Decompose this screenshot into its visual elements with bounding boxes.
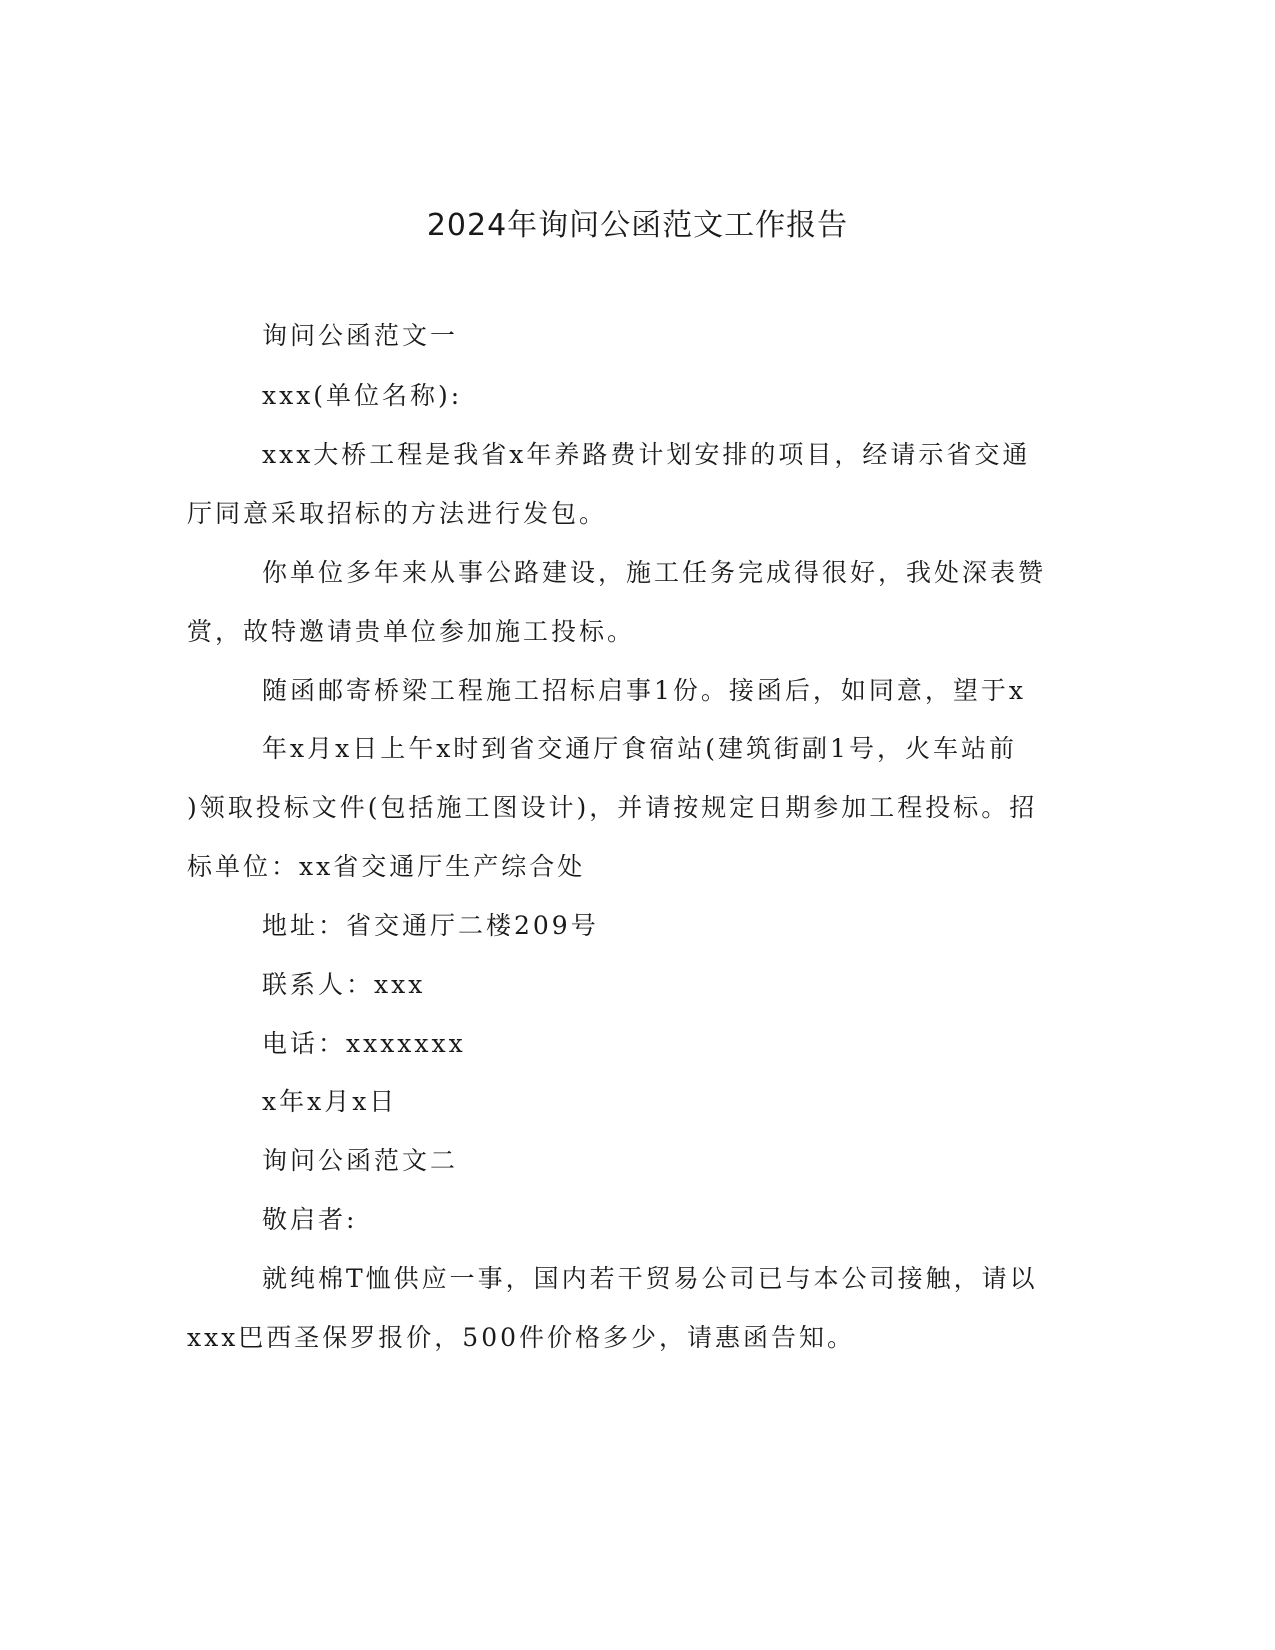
salutation-line: xxx(单位名称):: [262, 381, 463, 410]
paragraph-line: 就纯棉T恤供应一事，国内若干贸易公司已与本公司接触，请以: [262, 1264, 1038, 1293]
paragraph-line: 厅同意采取招标的方法进行发包。: [187, 499, 608, 528]
paragraph-line: 标单位：xx省交通厅生产综合处: [187, 852, 586, 881]
paragraph-line: 赏，故特邀请贵单位参加施工投标。: [187, 617, 636, 646]
paragraph-line: xxx大桥工程是我省x年养路费计划安排的项目，经请示省交通: [262, 440, 1031, 469]
paragraph-line: 随函邮寄桥梁工程施工招标启事1份。接函后，如同意，望于x: [262, 676, 1027, 705]
section-heading-2: 询问公函范文二: [262, 1146, 459, 1175]
address-line: 地址：省交通厅二楼209号: [262, 911, 599, 940]
phone-line: 电话：xxxxxxx: [262, 1029, 466, 1058]
section-heading-1: 询问公函范文一: [262, 321, 459, 350]
paragraph-line: 你单位多年来从事公路建设，施工任务完成得很好，我处深表赞: [262, 558, 1047, 587]
salutation-line: 敬启者:: [262, 1205, 358, 1234]
paragraph-line: 年x月x日上午x时到省交通厅食宿站(建筑街副1号，火车站前: [262, 734, 1017, 763]
paragraph-line: )领取投标文件(包括施工图设计)，并请按规定日期参加工程投标。招: [187, 793, 1038, 822]
contact-line: 联系人：xxx: [262, 970, 426, 999]
paragraph-line: xxx巴西圣保罗报价，500件价格多少，请惠函告知。: [187, 1323, 856, 1352]
date-line: x年x月x日: [262, 1087, 398, 1116]
document-title: 2024年询问公函范文工作报告: [426, 208, 849, 243]
